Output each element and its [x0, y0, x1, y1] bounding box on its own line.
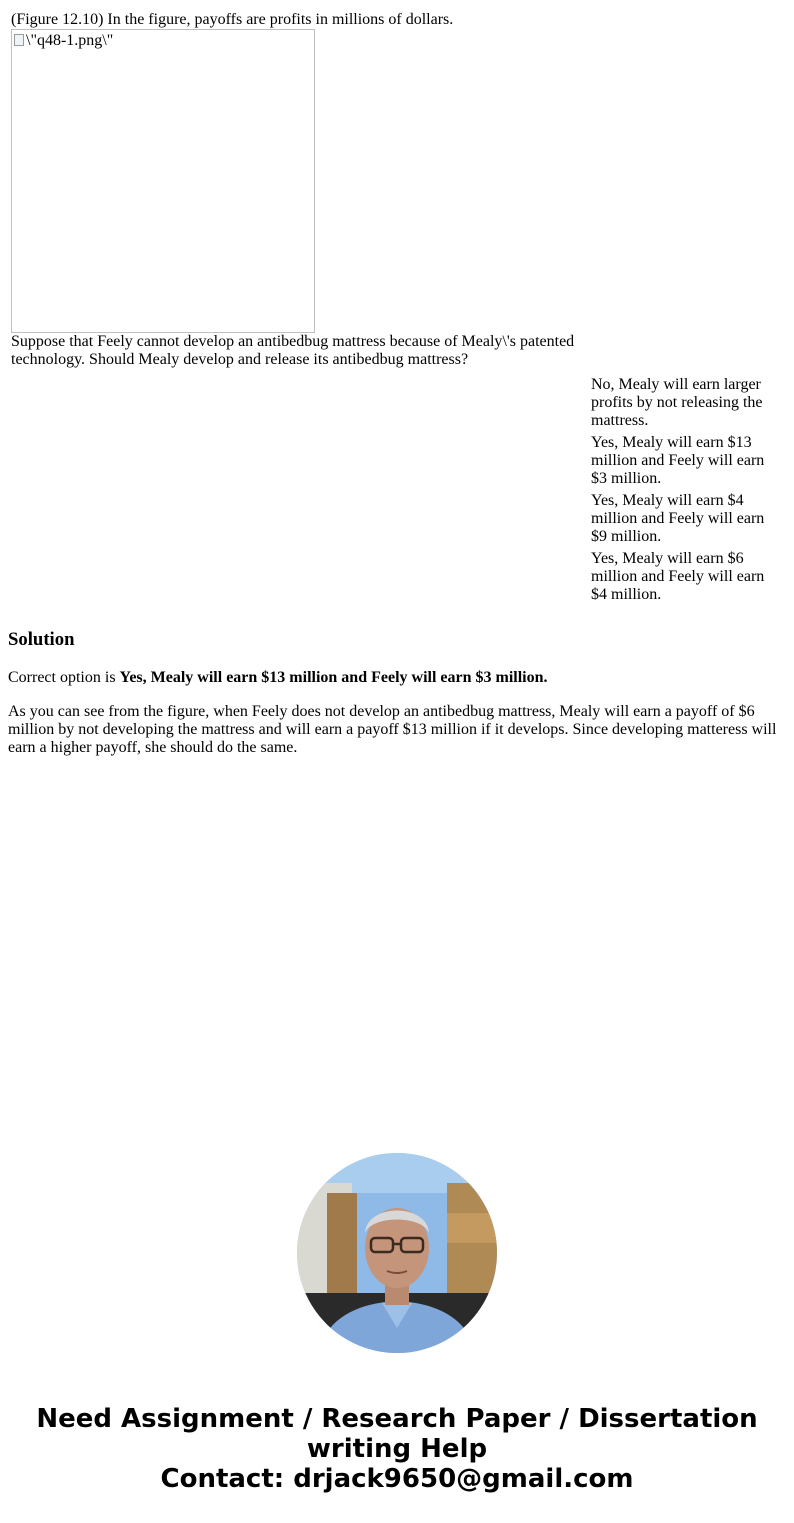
- correct-option-answer: Yes, Mealy will earn $13 million and Feely will earn $3 million.: [119, 669, 548, 686]
- promo-line-2[interactable]: Contact: drjack9650@gmail.com: [160, 1464, 634, 1494]
- correct-option-prefix: Correct option is: [8, 669, 120, 686]
- question-text: Suppose that Feely cannot develop an antibedbug mattress because of Mealy\'s patented technology. Should Mealy develop and release its antibedbug mattress?: [11, 333, 575, 368]
- avatar-photo: [297, 1153, 497, 1353]
- solution-explanation: As you can see from the figure, when Feely does not develop an antibedbug mattress, Mealy will earn a payoff of $6 million by not developing the mattress and will earn a payoff $13 million if it develops. Since developing matteress will earn a higher payoff, she should do the same.: [8, 703, 777, 756]
- avatar: [297, 1153, 497, 1353]
- solution-heading: Solution: [8, 629, 75, 650]
- promo-line-1: Need Assignment / Research Paper / Dissertation writing Help: [36, 1404, 758, 1464]
- answer-option[interactable]: Yes, Mealy will earn $4 million and Feely will earn $9 million.: [591, 492, 765, 545]
- figure-image-alt-text: \"q48-1.png\": [26, 32, 114, 49]
- figure-image-placeholder: [11, 29, 315, 333]
- answer-options: [591, 376, 776, 608]
- question-intro: (Figure 12.10) In the figure, payoffs are profits in millions of dollars.: [11, 11, 454, 28]
- broken-image-icon: [14, 34, 24, 46]
- figure-image-alt: [14, 32, 113, 50]
- correct-option-line: [8, 669, 548, 687]
- answer-option[interactable]: Yes, Mealy will earn $13 million and Feely will earn $3 million.: [591, 434, 765, 487]
- promo-banner: [0, 1404, 794, 1494]
- answer-option[interactable]: Yes, Mealy will earn $6 million and Feely will earn $4 million.: [591, 550, 765, 603]
- answer-option[interactable]: No, Mealy will earn larger profits by not releasing the mattress.: [591, 376, 763, 429]
